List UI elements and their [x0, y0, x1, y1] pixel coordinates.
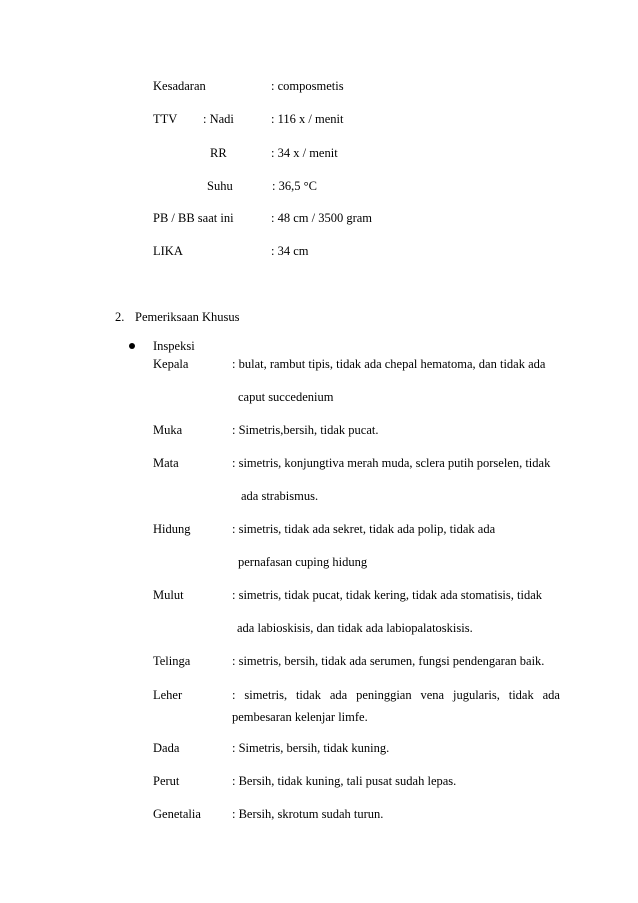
leher-word: : [232, 688, 236, 702]
leher-word: tidak [508, 688, 534, 702]
mulut-value: : simetris, tidak pucat, tidak kering, tidak ada stomatisis, tidak [232, 588, 543, 602]
leher-word: simetris, [244, 688, 288, 702]
leher-word: ada [542, 688, 560, 702]
kepala-value: : bulat, rambut tipis, tidak ada chepal hematoma, dan tidak ada [232, 357, 546, 371]
kepala-label: Kepala [153, 357, 189, 371]
genetalia-label: Genetalia [153, 807, 201, 821]
hidung-value: : simetris, tidak ada sekret, tidak ada polip, tidak ada [232, 522, 496, 536]
leher-word: jugularis, [452, 688, 500, 702]
section-number: 2. [115, 310, 125, 324]
hidung-label: Hidung [153, 522, 191, 536]
ttv-label: TTV [153, 112, 178, 126]
kesadaran-label: Kesadaran [153, 79, 206, 93]
mulut-label: Mulut [153, 588, 184, 602]
mata-label: Mata [153, 456, 179, 470]
lika-label: LIKA [153, 244, 183, 258]
lika-value: : 34 cm [271, 244, 309, 258]
suhu-value: : 36,5 °C [272, 179, 317, 193]
hidung-value-cont: pernafasan cuping hidung [238, 555, 368, 569]
muka-value: : Simetris,bersih, tidak pucat. [232, 423, 379, 437]
leher-word: peninggian [356, 688, 412, 702]
nadi-value: : 116 x / menit [271, 112, 344, 126]
pbbb-value: : 48 cm / 3500 gram [271, 211, 373, 225]
muka-label: Muka [153, 423, 183, 437]
kepala-value-cont: caput succedenium [238, 390, 334, 404]
rr-value: : 34 x / menit [271, 146, 338, 160]
mulut-value-cont: ada labioskisis, dan tidak ada labiopalatoskisis. [237, 621, 473, 635]
mata-value-cont: ada strabismus. [241, 489, 319, 503]
bullet-icon [129, 343, 135, 349]
leher-word: ada [329, 688, 348, 702]
rr-label: RR [210, 146, 227, 160]
genetalia-value: : Bersih, skrotum sudah turun. [232, 807, 384, 821]
inspeksi-heading: Inspeksi [153, 339, 195, 353]
nadi-label: : Nadi [203, 112, 234, 126]
perut-value: : Bersih, tidak kuning, tali pusat sudah lepas. [232, 774, 457, 788]
telinga-value: : simetris, bersih, tidak ada serumen, fungsi pendengaran baik. [232, 654, 545, 668]
leher-label: Leher [153, 688, 183, 702]
leher-word: vena [420, 688, 445, 702]
telinga-label: Telinga [153, 654, 191, 668]
suhu-label: Suhu [207, 179, 233, 193]
perut-label: Perut [153, 774, 180, 788]
leher-value [232, 688, 560, 702]
kesadaran-value: : composmetis [271, 79, 344, 93]
mata-value: : simetris, konjungtiva merah muda, sclera putih porselen, tidak [232, 456, 551, 470]
section-title: Pemeriksaan Khusus [135, 310, 240, 324]
dada-label: Dada [153, 741, 180, 755]
pbbb-label: PB / BB saat ini [153, 211, 234, 225]
leher-word: tidak [295, 688, 321, 702]
dada-value: : Simetris, bersih, tidak kuning. [232, 741, 390, 755]
leher-value-cont: pembesaran kelenjar limfe. [232, 710, 368, 724]
